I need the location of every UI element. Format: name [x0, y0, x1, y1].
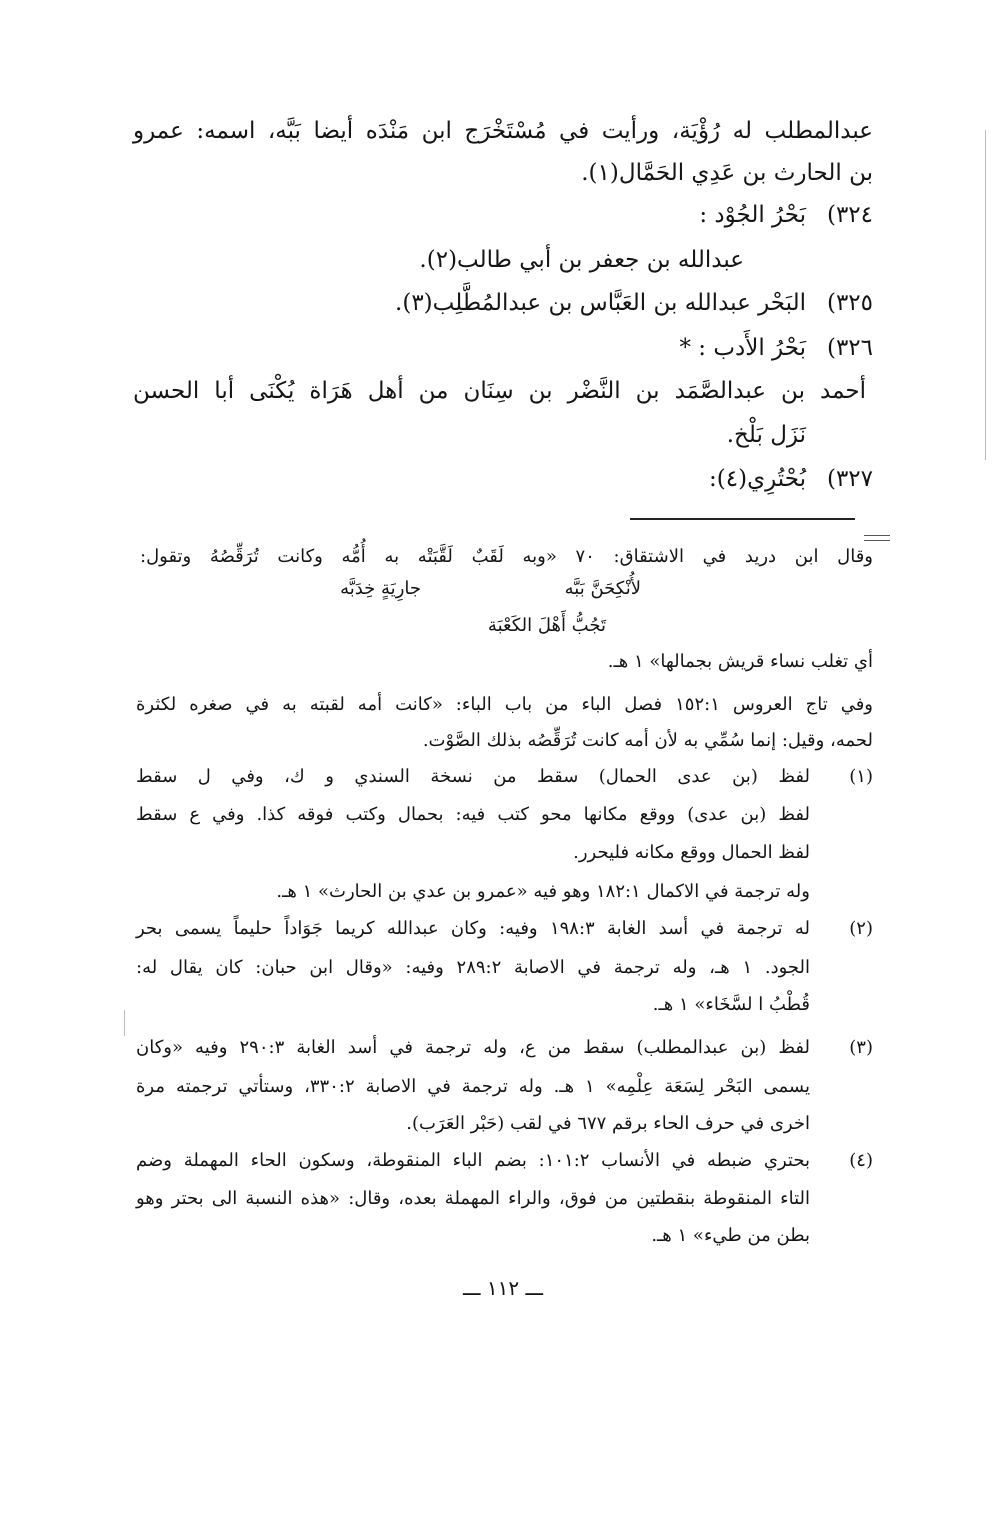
- footnote-2-line-2: الجود. ١ هـ، وله ترجمة في الاصابة ٢٨٩:٢ وفيه: «وقال ابن حبان: كان يقال له:: [136, 957, 810, 978]
- footnote-1-line-1: لفظ (بن عدى الحمال) سقط من نسخة السندي و ك، وفي ل سقط: [136, 766, 810, 787]
- footnote-4-line-3: بطن من طيء» ١ هـ.: [651, 1225, 810, 1246]
- entry-number-325: ٣٢٥): [826, 290, 873, 316]
- footnote-2-line-1: له ترجمة في أسد الغابة ١٩٨:٣ وفيه: وكان عبدالله كريما جَوَاداً حليماً يسمى بحر: [136, 918, 810, 939]
- main-line-1: عبدالمطلب له رُؤْيَة، ورأيت في مُسْتَخْرَج ابن مَنْدَه أيضا بَبَّه، اسمه: عمرو: [133, 118, 873, 144]
- entry-number-327: ٣٢٧): [826, 466, 873, 492]
- page-number: ـــ ١١٢ ـــ: [462, 1276, 544, 1300]
- entry-body-326-line-2: نَزَل بَلْخ.: [726, 422, 806, 448]
- verse-b: تَجُبُّ أَهْلَ الكَعْبَة: [487, 615, 606, 636]
- footnote-intro-line-4: لحمه، وقيل: إنما سُمِّي به لأن أمه كانت تُرَقِّصُه بذلك الصَّوْت.: [422, 730, 873, 751]
- verse-a-left: جارِيَةٍ خِدَبَّه: [340, 578, 421, 599]
- entry-title-327: بُحْتُرِي(٤):: [709, 466, 806, 492]
- footnote-4-line-1: بحتري ضبطه في الأنساب ١٠١:٢: بضم الباء المنقوطة، وسكون الحاء المهملة وضم: [136, 1150, 810, 1171]
- footnote-intro-line-3: وفي تاج العروس ١٥٢:١ فصل الباء من باب الباء: «كانت أمه لقبته به في صغره لكثرة: [136, 694, 873, 715]
- footnote-label-2: (٢): [849, 918, 873, 939]
- footnote-1-line-2: لفظ (بن عدى) ووقع مكانها محو كتب فيه: بحمال وكتب فوقه كذا. وفي ع سقط: [136, 804, 810, 825]
- verse-a-right: لأُنْكِحَنَّ بَبَّه: [564, 578, 641, 599]
- entry-number-324: ٣٢٤): [826, 202, 873, 228]
- footnote-1-extra: وله ترجمة في الاكمال ١٨٢:١ وهو فيه «عمرو بن عدي بن الحارث» ١ هـ.: [276, 881, 810, 902]
- footnote-4-line-2: التاء المنقوطة بنقطتين من فوق، والراء المهملة بعده، وقال: «هذه النسبة الى بحتر وهو: [136, 1188, 810, 1209]
- margin-mark: [864, 535, 890, 536]
- footnote-1-line-3: لفظ الحمال ووقع مكانه فليحرر.: [573, 842, 810, 863]
- entry-body-326-line-1: أحمد بن عبدالصَّمَد بن النَّضْر بن سِنَان من أهل هَرَاة يُكْنَى أبا الحسن: [133, 378, 866, 404]
- entry-number-326: ٣٢٦): [826, 335, 873, 361]
- scan-edge-right: [985, 130, 986, 460]
- footnote-separator: [630, 518, 855, 520]
- entry-title-324: بَحْرُ الجُوْد :: [699, 202, 806, 228]
- scan-edge-left: [124, 1010, 125, 1036]
- footnote-intro-line-2: أي تغلب نساء قريش بجمالها» ١ هـ.: [607, 651, 873, 672]
- margin-mark-2: [864, 540, 890, 541]
- footnote-3-line-2: يسمى البَحْر لِسَعَة عِلْمِه» ١ هـ. وله ترجمة في الاصابة ٣٣٠:٢، وستأتي ترجمته مرة: [136, 1076, 810, 1097]
- entry-title-326: بَحْرُ الأَدب : *: [679, 335, 806, 361]
- footnote-3-line-1: لفظ (بن عبدالمطلب) سقط من ع، وله ترجمة في أسد الغابة ٢٩٠:٣ وفيه «وكان: [136, 1037, 810, 1058]
- entry-title-325: البَحْر عبدالله بن العَبَّاس بن عبدالمُطَّلِب(٣).: [395, 290, 806, 316]
- footnote-intro-line-1: وقال ابن دريد في الاشتقاق: ٧٠ «وبه لَقَبٌ لَقَّبَتْه به أُمُّه وكانت تُرَقِّصُهُ وتقول:: [140, 546, 873, 567]
- footnote-label-3: (٣): [849, 1037, 873, 1058]
- footnote-3-line-3: اخرى في حرف الحاء برقم ٦٧٧ في لقب (حَبْر العَرَب).: [406, 1113, 810, 1134]
- footnote-label-1: (١): [849, 766, 873, 787]
- footnote-label-4: (٤): [849, 1150, 873, 1171]
- main-line-2: بن الحارث بن عَدِي الحَمَّال(١).: [581, 160, 873, 186]
- entry-body-324: عبدالله بن جعفر بن أبي طالب(٢).: [419, 247, 744, 273]
- footnote-2-line-3: قُطْبُ ا لسَّخَاء» ١ هـ.: [652, 994, 810, 1015]
